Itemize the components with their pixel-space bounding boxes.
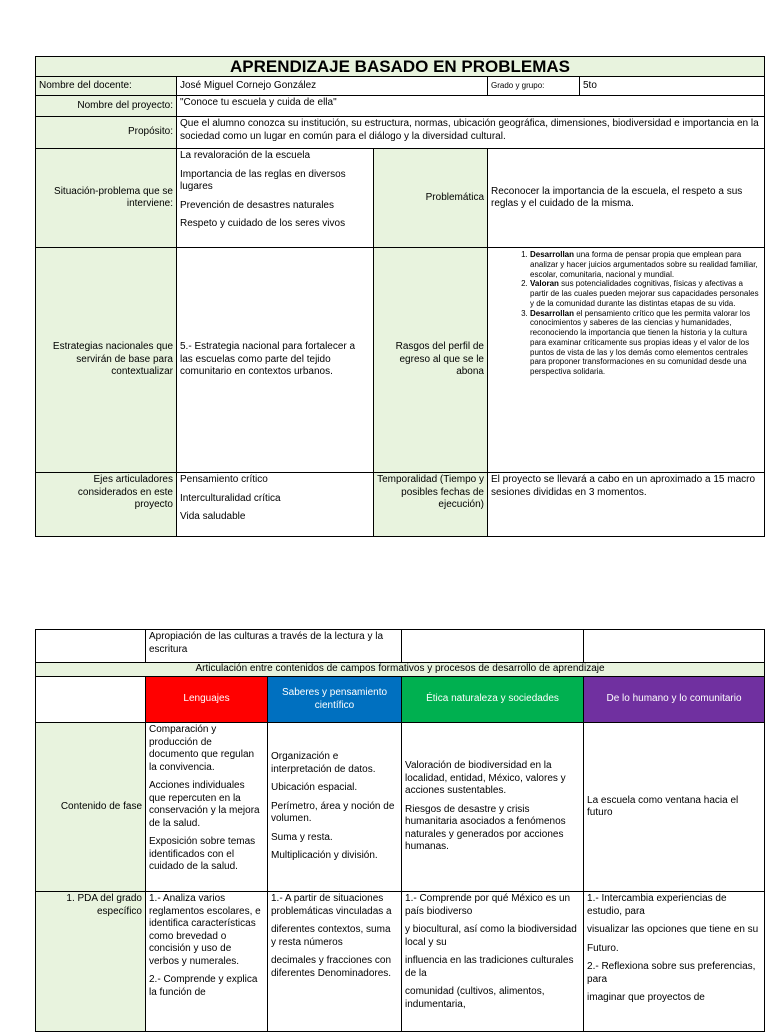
pda-item: y biocultural, así como la biodiversidad local y su [405, 924, 577, 948]
campo-saberes: Saberes y pensamiento científico [268, 677, 402, 723]
contenido-label: Contenido de fase [36, 723, 146, 892]
pda-item: influencia en las tradiciones culturales de la [405, 955, 574, 979]
proyecto-label: Nombre del proyecto: [36, 96, 177, 117]
situacion-label: Situación-problema que se interviene: [36, 149, 177, 248]
ejes-label: Ejes articuladores considerados en este proyecto [36, 473, 177, 537]
situacion-item: La revaloración de la escuela [180, 150, 311, 161]
pda-item: Futuro. [587, 942, 619, 954]
grado-label: Grado y grupo: [488, 77, 580, 96]
eje-item: Vida saludable [180, 511, 246, 522]
contenido-lenguajes [146, 723, 268, 892]
contenido-item: La escuela como ventana hacia el futuro [587, 794, 739, 818]
situacion-item: Prevención de desastres naturales [180, 199, 334, 211]
blank-cell [402, 630, 584, 663]
pda-item: 1.- Analiza varios reglamentos escolares, e identifica características como brevedad o concisión y uso de verbos y numerales. [149, 893, 261, 967]
pda-humano [584, 892, 765, 1032]
campo-etica: Ética naturaleza y sociedades [402, 677, 584, 723]
contenido-humano [584, 723, 765, 892]
apropiacion-cell: Apropiación de las culturas a través de la lectura y la escritura [146, 630, 402, 663]
temporalidad-label: Temporalidad (Tiempo y posibles fechas de ejecución) [374, 473, 488, 537]
pda-item: decimales y fracciones con diferentes Denominadores. [271, 955, 392, 979]
estrategias-label: Estrategias nacionales que servirán de base para contextualizar [36, 248, 177, 473]
rasgo-item: 1. Desarrollan una forma de pensar propia que emplean para analizar y hacer juicios argumentados sobre su realidad familiar, escolar, comunitaria, nacional y mundial. [530, 250, 760, 279]
eje-item: Pensamiento crítico [180, 474, 268, 485]
blank-cell [36, 630, 146, 663]
contenido-item: Valoración de biodiversidad en la localidad, entidad, México, valores y acciones sustentables. [405, 760, 566, 797]
contenido-item: Riesgos de desastre y crisis humanitaria asociados a fenómenos naturales y generados por acciones humanas. [405, 803, 566, 853]
campo-lenguajes: Lenguajes [146, 677, 268, 723]
rasgo-item: 2. Valoran sus potencialidades cognitivas, físicas y afectivas a partir de las cuales pueden mejorar sus capacidades personales y de la comunidad durante las distintas etapas de su vida. [530, 279, 760, 308]
project-table [35, 56, 765, 537]
contenido-item: Comparación y producción de documento que regulan la convivencia. [149, 724, 255, 773]
campo-humano: De lo humano y lo comunitario [584, 677, 765, 723]
contenido-item: Perímetro, área y noción de volumen. [271, 800, 395, 825]
contenido-item: Suma y resta. [271, 831, 333, 843]
pda-item: diferentes contextos, suma y resta números [271, 924, 391, 948]
contenido-item: Exposición sobre temas identificados con el cuidado de la salud. [149, 836, 256, 872]
blank-cell [36, 677, 146, 723]
proposito-value: Que el alumno conozca su institución, su estructura, normas, ubicación geográfica, dimensiones, biodiversidad e importancia en la sociedad como un lugar en común para el diálogo y la diversidad cultural. [177, 117, 765, 149]
contenido-item: Multiplicación y división. [271, 850, 378, 862]
contenido-item: Acciones individuales que repercuten en la conservación y la mejora de la salud. [149, 780, 260, 829]
docente-label: Nombre del docente: [36, 77, 177, 96]
estrategias-value: 5.- Estrategia nacional para fortalecer a las escuelas como parte del tejido comunitario en contextos urbanos. [177, 248, 374, 473]
pda-item: 1.- Intercambia experiencias de estudio, para [587, 893, 727, 917]
contenido-etica [402, 723, 584, 892]
contenido-item: Organización e interpretación de datos. [271, 751, 376, 775]
eje-item: Interculturalidad crítica [180, 492, 281, 504]
situacion-item: Respeto y cuidado de los seres vivos [180, 218, 346, 229]
document-title: APRENDIZAJE BASADO EN PROBLEMAS [36, 57, 765, 77]
problematica-value: Reconocer la importancia de la escuela, el respeto a sus reglas y el cuidado de la misma. [488, 149, 765, 248]
campos-table [35, 629, 765, 1032]
pda-item: 1.- A partir de situaciones problemáticas vinculadas a [271, 893, 392, 917]
situacion-item: Importancia de las reglas en diversos lugares [180, 168, 346, 192]
articulacion-header: Articulación entre contenidos de campos formativos y procesos de desarrollo de aprendizaje [36, 663, 765, 677]
grado-value: 5to [580, 77, 765, 96]
docente-value: José Miguel Cornejo González [177, 77, 488, 96]
temporalidad-value: El proyecto se llevará a cabo en un aproximado a 15 macro sesiones divididas en 3 momentos. [488, 473, 765, 537]
pda-lenguajes [146, 892, 268, 1032]
rasgo-item: 3. Desarrollan el pensamiento crítico que les permita valorar los conocimientos y saberes de las ciencias y humanidades, reconociendo la importancia que tienen la historia y la cultura para examinar críticamente sus propias ideas y el valor de los puntos de vista de las y los demás como elementos centrales para proponer transformaciones en su comunidad desde una perspectiva solidaria. [530, 309, 760, 377]
pda-item: comunidad (cultivos, alimentos, indumentaria, [405, 986, 545, 1010]
pda-item: visualizar las opciones que tiene en su [587, 924, 759, 935]
pda-item: 2.- Comprende y explica la función de [149, 974, 258, 998]
blank-cell [584, 630, 765, 663]
contenido-saberes [268, 723, 402, 892]
contenido-item: Ubicación espacial. [271, 782, 358, 794]
pda-item: 1.- Comprende por qué México es un país biodiverso [405, 893, 571, 917]
pda-item: 2.- Reflexiona sobre sus preferencias, para [587, 961, 756, 985]
proyecto-value: "Conoce tu escuela y cuida de ella" [177, 96, 765, 117]
pda-item: imaginar que proyectos de [587, 992, 705, 1003]
problematica-label: Problemática [374, 149, 488, 248]
rasgos-label: Rasgos del perfil de egreso al que se le abona [374, 248, 488, 473]
pda-saberes [268, 892, 402, 1032]
rasgos-list [488, 248, 765, 473]
proposito-label: Propósito: [36, 117, 177, 149]
situacion-list [177, 149, 374, 248]
pda-label: 1. PDA del grado específico [36, 892, 146, 1032]
pda-etica [402, 892, 584, 1032]
ejes-list [177, 473, 374, 537]
